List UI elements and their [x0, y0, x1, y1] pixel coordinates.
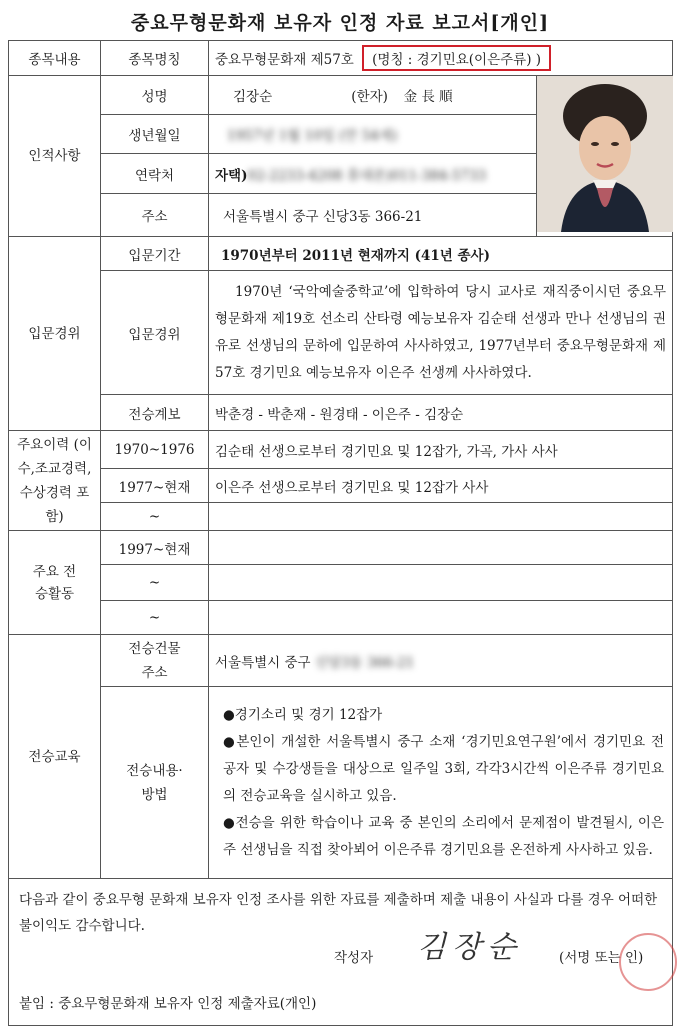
- declaration-text: 다음과 같이 중요무형 문화재 보유자 인정 조사를 위한 자료를 제출하며 제출 내용이 사실과 다를 경우 어떠한 불이익도 감수합니다.: [19, 892, 658, 934]
- entry-category-label: 입문경위: [9, 237, 101, 431]
- address-value: 서울특별시 중구 신당3동 366-21: [209, 193, 537, 236]
- career-desc: [209, 503, 673, 531]
- education-category-label: 전승교육: [9, 635, 101, 879]
- method-label: 전승내용· 방법: [101, 687, 209, 879]
- career-period: 1977~현재: [101, 469, 209, 503]
- birth-label: 생년월일: [101, 115, 209, 154]
- activity-period: ~: [101, 565, 209, 601]
- method-item: ●전승을 위한 학습이나 교육 중 본인의 소리에서 문제점이 발견될시, 이은주 선생님을 직접 찾아뵈어 이은주류 경기민요를 온전하게 사사하고 있음.: [223, 814, 665, 858]
- address-label: 주소: [101, 193, 209, 236]
- hanja-label: (한자): [351, 89, 388, 106]
- attachment-note: 붙임 : 중요무형문화재 보유자 인정 제출자료(개인): [19, 996, 317, 1012]
- seal-stamp-icon: [619, 933, 677, 991]
- activity-desc: [209, 531, 673, 565]
- sign-note: (서명 또는 인): [559, 950, 644, 966]
- method-item: ●경기소리 및 경기 12잡가: [223, 706, 383, 723]
- contact-label: 연락처: [101, 154, 209, 193]
- building-prefix: 서울특별시 중구: [215, 654, 311, 671]
- name-cell: [209, 76, 537, 115]
- declaration-block: [9, 879, 673, 1026]
- method-item: ●본인이 개설한 서울특별시 중구 소재 ‘경기민요연구원’에서 경기민요 전공자 및 수강생들을 대상으로 일주일 3회, 각각3시간씩 이은주류 경기민요의 전승교육을 실시하고 있음.: [223, 733, 665, 804]
- hanja-value: 金 長 順: [403, 89, 453, 106]
- signature-line: [19, 930, 662, 979]
- contact-cell: [209, 154, 537, 193]
- item-name-value: 중요무형문화재 제57호: [215, 52, 354, 68]
- name-label: 성명: [101, 76, 209, 115]
- lineage-value: 박춘경 - 박춘재 - 원경태 - 이은주 - 김장순: [209, 395, 673, 431]
- history-text: 1970년 ‘국악예술중학교’에 입학하여 당시 교사로 재직중이시던 중요무형문화재 제19호 선소리 산타령 예능보유자 김순태 선생과 만나 선생님의 권유로 선생님의 문하에 입문하여 사사하였고, 1977년부터 중요무형문화재 제57호 경기민요 예능보유자 이은주 선생께 사사하였다.: [209, 271, 673, 395]
- lineage-label: 전승계보: [101, 395, 209, 431]
- name-value: 김장순: [233, 89, 273, 106]
- activity-period: 1997~현재: [101, 531, 209, 565]
- activity-desc: [209, 565, 673, 601]
- document-title: 중요무형문화재 보유자 인정 자료 보고서[개인]: [130, 12, 550, 34]
- activity-period: ~: [101, 601, 209, 635]
- item-name-cell: [209, 41, 673, 76]
- activity-category-label: 주요 전승활동: [9, 531, 101, 635]
- item-category-label: 종목내용: [9, 41, 101, 76]
- author-label: 작성자: [334, 950, 374, 966]
- building-cell: [209, 635, 673, 687]
- birth-value: 1957년 1월 10일 (만 54세): [227, 128, 398, 145]
- birth-cell: [209, 115, 537, 154]
- item-name-label: 종목명칭: [101, 41, 209, 76]
- building-label: 전승건물 주소: [101, 635, 209, 687]
- career-category-label: 주요이력 (이수,조교경력, 수상경력 포함): [9, 431, 101, 531]
- career-desc: 김순태 선생으로부터 경기민요 및 12잡가, 가곡, 가사 사사: [209, 431, 673, 469]
- contact-prefix: 자택): [215, 167, 248, 184]
- designation-highlight: (명칭 : 경기민요(이은주류) ): [362, 45, 551, 71]
- career-period: ~: [101, 503, 209, 531]
- signature: 김장순: [417, 930, 522, 965]
- period-value: 1970년부터 2011년 현재까지 (41년 종사): [209, 237, 673, 271]
- history-label: 입문경위: [101, 271, 209, 395]
- career-desc: 이은주 선생으로부터 경기민요 및 12잡가 사사: [209, 469, 673, 503]
- contact-value: 02-2233-4208 휴대폰)011-384-5733: [247, 167, 487, 184]
- method-content: [209, 687, 673, 879]
- building-value: 신당3동 366-21: [314, 654, 415, 671]
- portrait-cell: [537, 76, 673, 237]
- period-label: 입문기간: [101, 237, 209, 271]
- report-table: [8, 40, 673, 1026]
- portrait-photo: [537, 76, 673, 232]
- personal-category-label: 인적사항: [9, 76, 101, 237]
- activity-desc: [209, 601, 673, 635]
- career-period: 1970~1976: [101, 431, 209, 469]
